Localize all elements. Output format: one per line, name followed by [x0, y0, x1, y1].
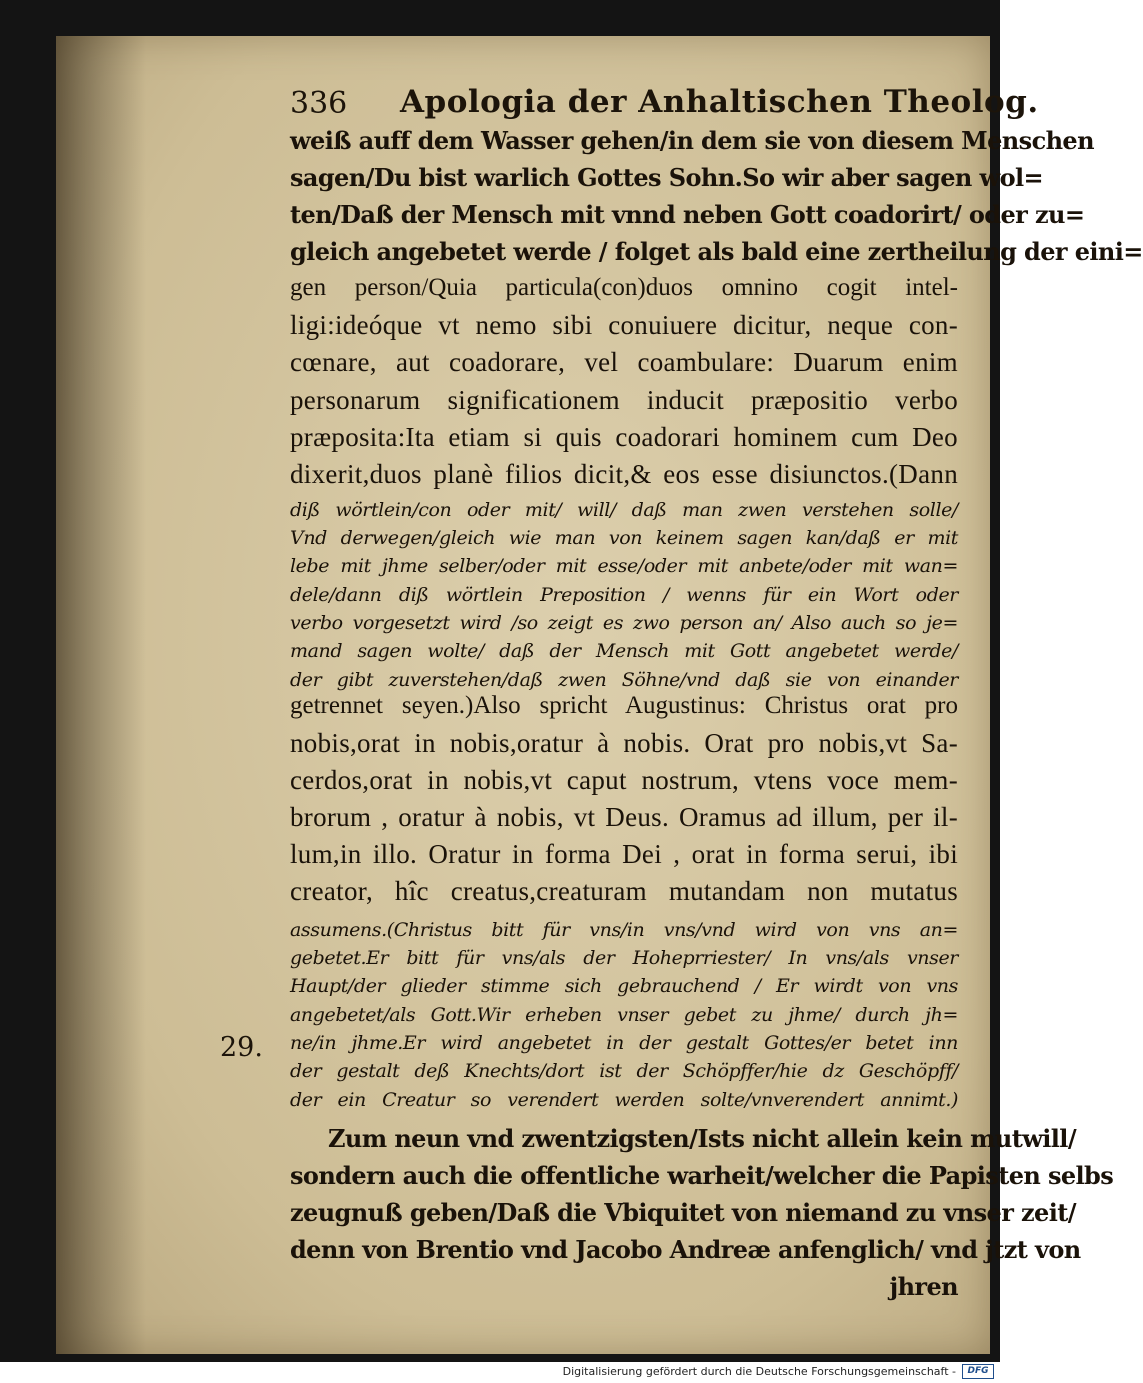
text-line: [290, 873, 958, 909]
text-line-content: Haupt/der glieder stimme sich gebrauchend / Er wirdt von vns: [290, 975, 958, 997]
dfg-logo-icon: DFG: [962, 1364, 994, 1379]
text-line-content: creator, hîc creatus,creaturam mutandam non mutatus: [290, 875, 958, 906]
text-line-content: mand sagen wolte/ daß der Mensch mit Gott angebetet werde/: [290, 640, 958, 662]
text-line-content: sagen/Du bist warlich Gottes Sohn.So wir aber sagen wol=: [290, 162, 1043, 192]
text-line-content: ligi:ideóque vt nemo sibi conuiuere dicitur, neque con-: [290, 309, 958, 340]
text-line-content: lebe mit jhme selber/oder mit esse/oder mit anbete/oder mit wan=: [290, 555, 958, 577]
text-line: [290, 307, 958, 343]
text-line-content: zeugnuß geben/Daß die Vbiquitet von niemand zu vnser zeit/: [290, 1197, 1076, 1227]
text-line-content: gebetet.Er bitt für vns/als der Hoheprriester/ In vns/als vnser: [290, 947, 958, 969]
text-line-content: Vnd derwegen/gleich wie man von keinem sagen kan/daß er mit: [290, 527, 958, 549]
text-line-content: der gibt zuverstehen/daß zwen Söhne/vnd daß sie von einander: [290, 669, 958, 691]
text-line: [290, 270, 958, 306]
text-line: [290, 1157, 1114, 1193]
text-line: [290, 456, 958, 492]
text-line-content: brorum , oratur à nobis, vt Deus. Oramus ad illum, per il-: [290, 801, 958, 832]
text-line: [290, 419, 958, 455]
text-line-content: nobis,orat in nobis,oratur à nobis. Orat pro nobis,vt Sa-: [290, 727, 958, 758]
text-line-content: denn von Brentio vnd Jacobo Andreæ anfenglich/ vnd jtzt von: [290, 1234, 1081, 1264]
text-line: [290, 196, 1085, 232]
text-line: [290, 382, 958, 418]
running-title: Apologia der Anhaltischen Theolog.: [400, 84, 1039, 120]
text-line: [290, 1268, 958, 1304]
margin-section-number: 29.: [220, 1032, 263, 1063]
text-line-content: cœnare, aut coadorare, vel coambulare: Duarum enim: [290, 346, 958, 377]
text-line-content: der ein Creatur so verendert werden solte/vnverendert annimt.): [290, 1089, 958, 1111]
digitization-footer: [0, 1362, 1000, 1383]
text-line-content: dele/dann diß wörtlein Preposition / wenns für ein Wort oder: [290, 584, 958, 606]
funding-credit: Digitalisierung gefördert durch die Deutsche Forschungsgemeinschaft -: [562, 1365, 956, 1378]
text-line-content: præposita:Ita etiam si quis coadorari hominem cum Deo: [290, 421, 958, 452]
text-line-content: gleich angebetet werde / folget als bald eine zertheilung der eini=: [290, 236, 1143, 266]
text-line: [290, 1120, 1076, 1156]
text-line: [290, 159, 1043, 195]
text-line-content: ten/Daß der Mensch mit vnnd neben Gott coadorirt/ oder zu=: [290, 199, 1085, 229]
text-line: [290, 122, 1094, 158]
text-line-content: Zum neun vnd zwentzigsten/Ists nicht allein kein mutwill/: [328, 1123, 1076, 1153]
text-line: [290, 344, 958, 380]
text-line: [290, 1082, 958, 1118]
text-line-content: dixerit,duos planè filios dicit,& eos esse disiunctos.(Dann: [290, 458, 958, 489]
text-line-content: cerdos,orat in nobis,vt caput nostrum, vtens voce mem-: [290, 764, 958, 795]
text-line: [290, 1194, 1076, 1230]
text-line: [290, 1231, 1081, 1267]
page-gutter-shadow: [56, 36, 146, 1354]
text-line-content: weiß auff dem Wasser gehen/in dem sie von diesem Menschen: [290, 125, 1094, 155]
text-line-content: sondern auch die offentliche warheit/welcher die Papisten selbs: [290, 1160, 1114, 1190]
text-line: [290, 836, 958, 872]
text-line: [290, 725, 958, 761]
text-line-content: der gestalt deß Knechts/dort ist der Schöpffer/hie dz Geschöpff/: [290, 1060, 958, 1082]
text-line-content: ne/in jhme.Er wird angebetet in der gestalt Gottes/er betet inn: [290, 1032, 958, 1054]
text-line-content: assumens.(Christus bitt für vns/in vns/vnd wird von vns an=: [290, 919, 958, 941]
text-line-content: verbo vorgesetzt wird /so zeigt es zwo person an/ Also auch so je=: [290, 612, 958, 634]
page-number: 336: [290, 86, 348, 121]
text-line: [290, 233, 1143, 269]
text-line-content: lum,in illo. Oratur in forma Dei , orat in forma serui, ibi: [290, 838, 958, 869]
text-line-content: getrennet seyen.)Also spricht Augustinus: Christus orat pro: [290, 692, 958, 719]
text-line-content: angebetet/als Gott.Wir erheben vnser gebet zu jhme/ durch jh=: [290, 1004, 958, 1026]
text-line-content: gen person/Quia particula(con)duos omnino cogit intel-: [290, 274, 958, 301]
text-line-content: personarum significationem inducit præpositio verbo: [290, 384, 958, 415]
text-line: [290, 799, 958, 835]
text-line: [290, 762, 958, 798]
text-line-content: jhren: [889, 1271, 958, 1301]
text-line: [290, 688, 958, 724]
text-line-content: diß wörtlein/con oder mit/ will/ daß man zwen verstehen solle/: [290, 499, 958, 521]
